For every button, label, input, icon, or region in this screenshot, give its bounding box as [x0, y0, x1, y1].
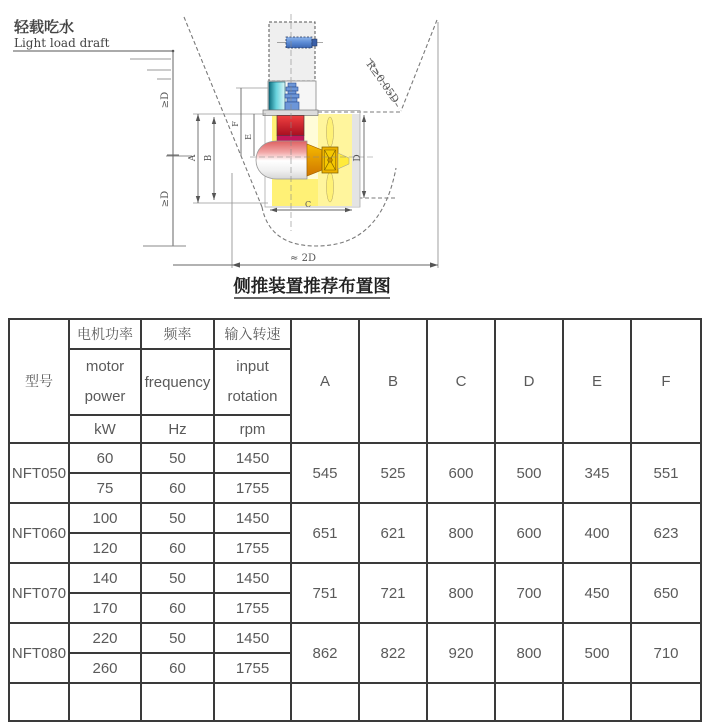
table-row: [9, 623, 701, 653]
header-dim-e: E: [563, 319, 631, 443]
value-cell: 1755: [214, 473, 291, 503]
svg-text:D: D: [353, 154, 363, 162]
dim-value-cell: 650: [631, 563, 701, 623]
header-line: motor: [85, 358, 125, 375]
dim-value-cell: 551: [631, 443, 701, 503]
header-model: 型号: [9, 319, 69, 443]
dim-value-cell: 800: [427, 503, 495, 563]
value-cell: 100: [69, 503, 141, 533]
header-dim-a: A: [291, 319, 359, 443]
header-input-rotation-zh: 输入转速: [214, 319, 291, 349]
waterline: [13, 50, 174, 53]
value-cell: 60: [141, 653, 214, 683]
header-frequency-zh: 频率: [141, 319, 214, 349]
header-line: input: [236, 358, 269, 375]
dim-value-cell: 751: [291, 563, 359, 623]
dim-value-cell: 600: [427, 443, 495, 503]
header-dim-c: C: [427, 319, 495, 443]
value-cell: 1450: [214, 623, 291, 653]
dimension-ge-d: [143, 51, 192, 246]
empty-cell: [495, 683, 563, 721]
value-cell: 1450: [214, 443, 291, 473]
header-unit-kw: kW: [69, 415, 141, 443]
header-dim-b: B: [359, 319, 427, 443]
dim-value-cell: 450: [563, 563, 631, 623]
value-cell: 140: [69, 563, 141, 593]
dim-value-cell: 710: [631, 623, 701, 683]
water-surface-hatch: [130, 59, 171, 79]
model-cell: NFT060: [9, 503, 69, 563]
dim-value-cell: 400: [563, 503, 631, 563]
dim-value-cell: 920: [427, 623, 495, 683]
value-cell: 220: [69, 623, 141, 653]
empty-cell: [563, 683, 631, 721]
table-row-partial: [9, 683, 701, 721]
dim-value-cell: 345: [563, 443, 631, 503]
value-cell: 170: [69, 593, 141, 623]
value-cell: 1450: [214, 503, 291, 533]
thruster-pod: [256, 141, 307, 179]
empty-cell: [291, 683, 359, 721]
coupling-housing: [269, 82, 285, 110]
value-cell: 75: [69, 473, 141, 503]
header-unit-hz: Hz: [141, 415, 214, 443]
svg-text:≥D: ≥D: [160, 91, 171, 109]
header-line: power: [84, 388, 126, 405]
svg-text:R≥0.05D: R≥0.05D: [363, 58, 402, 106]
dim-value-cell: 651: [291, 503, 359, 563]
dim-value-cell: 621: [359, 503, 427, 563]
empty-cell: [69, 683, 141, 721]
svg-text:≥D: ≥D: [160, 190, 171, 208]
header-motor-power-en: [69, 349, 141, 415]
value-cell: 60: [141, 473, 214, 503]
header-motor-power-zh: 电机功率: [69, 319, 141, 349]
value-cell: 60: [69, 443, 141, 473]
value-cell: 60: [141, 593, 214, 623]
empty-cell: [427, 683, 495, 721]
dim-value-cell: 721: [359, 563, 427, 623]
value-cell: 60: [141, 533, 214, 563]
value-cell: 50: [141, 563, 214, 593]
table-row: [9, 443, 701, 473]
header-unit-rpm: rpm: [214, 415, 291, 443]
value-cell: 260: [69, 653, 141, 683]
table-row: [9, 563, 701, 593]
dim-value-cell: 623: [631, 503, 701, 563]
model-cell: NFT050: [9, 443, 69, 503]
value-cell: 120: [69, 533, 141, 563]
svg-text:B: B: [204, 154, 214, 162]
svg-text:侧推装置推荐布置图: 侧推装置推荐布置图: [233, 277, 391, 297]
dim-value-cell: 525: [359, 443, 427, 503]
svg-text:F: F: [231, 121, 240, 127]
value-cell: 1755: [214, 533, 291, 563]
header-dim-d: D: [495, 319, 563, 443]
value-cell: 50: [141, 623, 214, 653]
header-input-rotation-en: [214, 349, 291, 415]
empty-cell: [631, 683, 701, 721]
svg-text:A: A: [188, 154, 198, 162]
gearbox: [277, 116, 304, 144]
empty-cell: [359, 683, 427, 721]
empty-cell: [141, 683, 214, 721]
propeller-hub: [322, 147, 338, 173]
thruster-arrangement-diagram: [0, 0, 707, 312]
header-dim-f: F: [631, 319, 701, 443]
diagram-caption: [233, 276, 391, 298]
radius-callout: [364, 58, 402, 109]
dim-value-cell: 700: [495, 563, 563, 623]
electric-motor: [286, 37, 312, 48]
svg-text:≈ 2D: ≈ 2D: [290, 253, 316, 264]
dim-value-cell: 800: [495, 623, 563, 683]
dim-value-cell: 500: [563, 623, 631, 683]
spec-table: [8, 318, 702, 722]
svg-text:Light load draft: Light load draft: [14, 36, 110, 50]
dim-value-cell: 500: [495, 443, 563, 503]
header-frequency-en: frequency: [141, 349, 214, 415]
value-cell: 50: [141, 443, 214, 473]
svg-text:轻载吃水: 轻载吃水: [14, 18, 75, 36]
empty-cell: [214, 683, 291, 721]
alt-motor-box: [269, 22, 323, 81]
dim-value-cell: 545: [291, 443, 359, 503]
model-cell: NFT070: [9, 563, 69, 623]
dim-value-cell: 862: [291, 623, 359, 683]
table-row: [9, 503, 701, 533]
svg-text:C: C: [304, 200, 312, 209]
value-cell: 1755: [214, 593, 291, 623]
header-line: rotation: [227, 388, 278, 405]
empty-cell: [9, 683, 69, 721]
coupling-section: [268, 81, 316, 111]
svg-text:E: E: [244, 134, 253, 140]
spec-table-body: [9, 443, 701, 721]
dim-value-cell: 800: [427, 563, 495, 623]
value-cell: 1755: [214, 653, 291, 683]
value-cell: 50: [141, 503, 214, 533]
dim-value-cell: 600: [495, 503, 563, 563]
drive-cone: [307, 144, 322, 176]
mounting-flange: [263, 110, 318, 116]
vertical-motor: [285, 83, 299, 111]
value-cell: 1450: [214, 563, 291, 593]
light-load-draft-label: [13, 18, 110, 50]
table-header: [9, 319, 701, 443]
model-cell: NFT080: [9, 623, 69, 683]
dim-value-cell: 822: [359, 623, 427, 683]
